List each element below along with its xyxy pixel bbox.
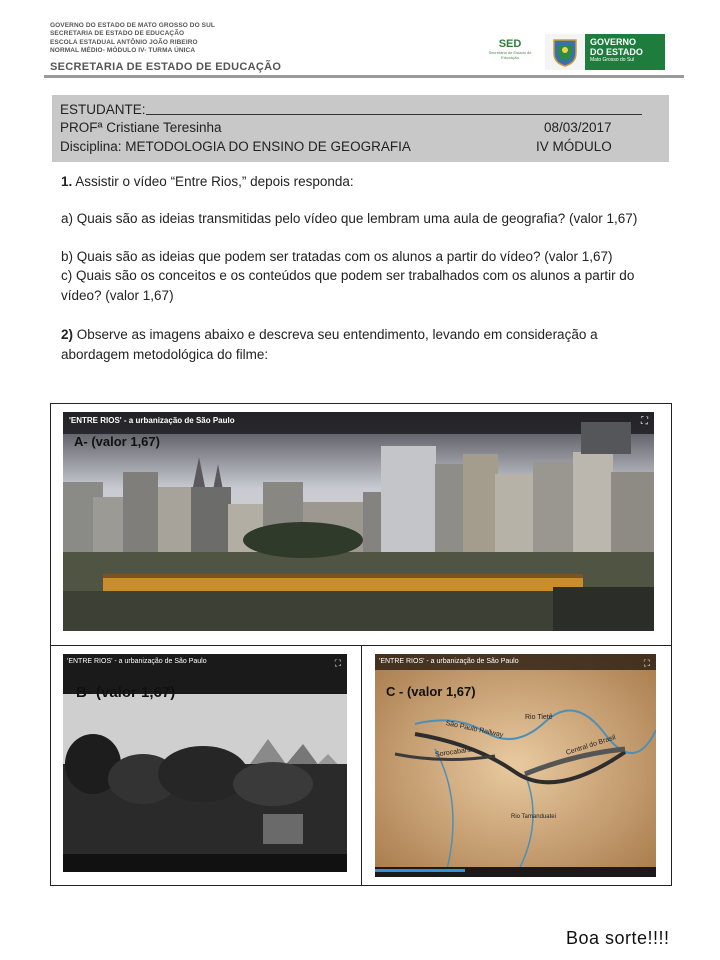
question-1-text: Assistir o vídeo “Entre Rios,” depois responda: <box>75 174 354 189</box>
image-b-video-title: 'ENTRE RIOS' - a urbanização de São Paulo <box>67 658 207 665</box>
images-table <box>50 403 672 886</box>
footer-good-luck: Boa sorte!!!! <box>566 928 670 948</box>
gov-line2: DO ESTADO <box>590 47 643 57</box>
sed-text: Secretaria de Estado de Educação <box>488 50 532 60</box>
image-b-forest <box>63 654 347 872</box>
image-a-city <box>63 412 654 631</box>
crest-icon <box>545 34 585 70</box>
sed-abbr: SED <box>498 38 522 50</box>
question-1a: a) Quais são as ideias transmitidas pelo vídeo que lembram uma aula de geografia? (valor 1,67) <box>61 211 638 226</box>
fullscreen-icon[interactable]: ⛶ <box>643 658 650 668</box>
student-info-box <box>52 95 669 162</box>
map-label-tamanduatei: Rio Tamanduatei <box>511 814 556 820</box>
header-title: SECRETARIA DE ESTADO DE EDUCAÇÃO <box>50 61 282 73</box>
question-1c: c) Quais são os conceitos e os conteúdos que podem ser trabalhados com os alunos a partir do vídeo? (valor 1,67) <box>61 268 635 303</box>
student-label: ESTUDANTE: <box>60 102 146 117</box>
map-label-central-brasil: Central do Brasil <box>565 734 617 757</box>
header-line: GOVERNO DO ESTADO DE MATO GROSSO DO SUL <box>50 22 215 29</box>
image-c-map <box>375 654 656 877</box>
image-a-video-title: 'ENTRE RIOS' - a urbanização de São Paulo <box>69 416 235 425</box>
question-1-number: 1. <box>61 174 73 189</box>
image-b-label: B- (valor 1,67) <box>76 684 176 701</box>
header-line: NORMAL MÉDIO- MÓDULO IV- TURMA ÚNICA <box>50 47 196 55</box>
map-label-rio-tiete: Rio Tietê <box>525 714 553 721</box>
header-line: ESCOLA ESTADUAL ANTÔNIO JOÃO RIBEIRO <box>50 38 198 46</box>
map-label-sorocabana: Sorocabana <box>434 746 474 759</box>
image-c-label: C - (valor 1,67) <box>386 684 476 699</box>
sed-logo <box>482 38 538 60</box>
question-2-number: 2) <box>61 327 74 342</box>
gov-line1: GOVERNO <box>590 37 637 47</box>
question-1 <box>61 172 641 192</box>
table-divider-vertical <box>361 645 362 885</box>
question-2 <box>61 325 641 364</box>
date: 08/03/2017 <box>544 120 612 135</box>
discipline: Disciplina: METODOLOGIA DO ENSINO DE GEOGRAFIA <box>60 139 411 154</box>
module: IV MÓDULO <box>536 139 612 154</box>
teacher-name: PROFª Cristiane Teresinha <box>60 120 222 135</box>
fullscreen-icon[interactable]: ⛶ <box>334 658 341 668</box>
school-header <box>50 22 215 56</box>
image-c-video-title: 'ENTRE RIOS' - a urbanização de São Paulo <box>379 658 519 665</box>
question-1b: b) Quais são as ideias que podem ser tratadas com os alunos a partir do vídeo? (valor 1,67) <box>61 249 613 264</box>
image-a-label: A- (valor 1,67) <box>74 434 160 449</box>
government-logo <box>545 34 665 70</box>
student-name-field[interactable] <box>146 101 642 115</box>
fullscreen-icon[interactable]: ⛶ <box>641 416 648 427</box>
question-2-text: Observe as imagens abaixo e descreva seu entendimento, levando em consideração a abordagem metodológica do filme: <box>61 327 598 362</box>
header-divider <box>44 75 684 78</box>
gov-line3: Mato Grosso do Sul <box>590 57 635 63</box>
map-label-sp-railway: São Paulo Railway <box>444 719 504 740</box>
header-line: SECRETARIA DE ESTADO DE EDUCAÇÃO <box>50 30 185 38</box>
